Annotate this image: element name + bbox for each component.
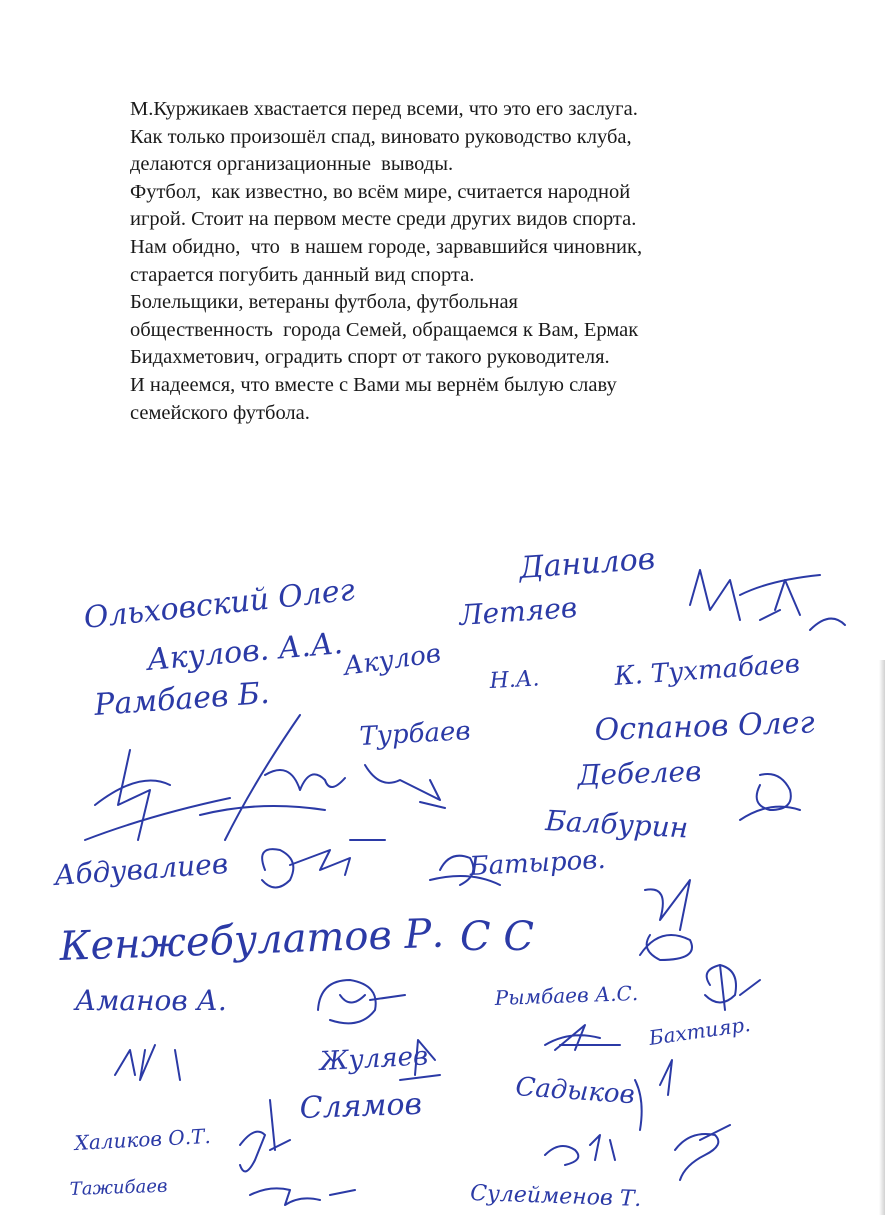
signature: Тажибаев <box>69 1175 168 1200</box>
signature: Дебелев <box>577 754 702 792</box>
scan-edge-shadow <box>879 660 885 1215</box>
scribble-signature <box>115 1045 180 1080</box>
scribble-signature <box>545 1025 620 1050</box>
signature: Жуляев <box>318 1041 429 1077</box>
scribble-signature <box>690 570 820 620</box>
signature-block <box>0 540 885 1215</box>
scribble-signature <box>262 840 385 888</box>
signature: Аманов А. <box>75 984 227 1017</box>
signature: Бахтияр. <box>647 1011 752 1050</box>
letter-line: делаются организационные выводы. <box>130 153 454 176</box>
signature: Ольховский Олег <box>82 572 357 636</box>
scribble-signature <box>250 1188 355 1205</box>
signature: Балбурин <box>544 804 690 845</box>
scribble-signature <box>545 1135 615 1165</box>
letter-line: общественность города Семей, обращаемся к Вам, Ермак <box>130 318 639 341</box>
signature: Рымбаев А.С. <box>494 981 639 1010</box>
signature: Слямов <box>299 1086 423 1126</box>
signature: Данилов <box>518 541 657 586</box>
scribble-signature <box>775 580 845 630</box>
signature: Турбаев <box>358 716 472 752</box>
signature: Сулейменов Т. <box>469 1181 642 1212</box>
letter-line: игрой. Стоит на первом месте среди других видов спорта. <box>130 208 637 231</box>
scribble-signature <box>240 1100 290 1171</box>
letter-line: Как только произошёл спад, виновато руководство клуба, <box>130 125 632 148</box>
signature: Летяев <box>458 590 579 632</box>
scribble-signature <box>675 1125 730 1180</box>
scribble-signature <box>85 750 230 840</box>
signature: Оспанов Олег <box>594 705 816 748</box>
scribble-signature <box>365 765 445 808</box>
letter-line: Бидахметович, оградить спорт от такого руководителя. <box>130 346 610 369</box>
signature: Садыков <box>514 1072 636 1111</box>
signatures-drawing <box>0 540 885 1215</box>
signature: Н.А. <box>489 666 541 694</box>
letter-line: И надеемся, что вместе с Вами мы вернём былую славу <box>130 373 617 396</box>
signature: Акулов <box>341 638 443 682</box>
scribble-signature <box>705 965 760 1010</box>
signature: Акулов. А.А. <box>145 625 345 678</box>
scribble-signature <box>318 980 405 1023</box>
letter-line: М.Куржикаев хвастается перед всеми, что это его заслуга. <box>130 98 638 120</box>
signature: Абдувалиев <box>53 846 230 892</box>
signature: Рамбаев Б. <box>93 675 271 723</box>
signature: Кенжебулатов Р. <box>58 910 445 970</box>
scribble-signature <box>200 715 345 840</box>
signature: С С <box>460 914 534 960</box>
letter-line: Нам обидно, что в нашем городе, зарвавшийся чиновник, <box>130 235 643 258</box>
letter-line: семейского футбола. <box>130 401 310 424</box>
scribble-signature <box>635 1060 672 1130</box>
letter-line: Болельщики, ветераны футбола, футбольная <box>130 291 518 314</box>
letter-line: старается погубить данный вид спорта. <box>130 263 475 286</box>
scribble-signature <box>640 880 692 960</box>
signature: Халиков О.Т. <box>74 1123 212 1155</box>
signature: Батыров. <box>468 844 607 882</box>
letter-body <box>130 96 830 427</box>
scribble-signature <box>740 774 800 820</box>
letter-line: Футбол, как известно, во всём мире, считается народной <box>130 180 631 203</box>
signature: К. Тухтабаев <box>613 649 801 692</box>
